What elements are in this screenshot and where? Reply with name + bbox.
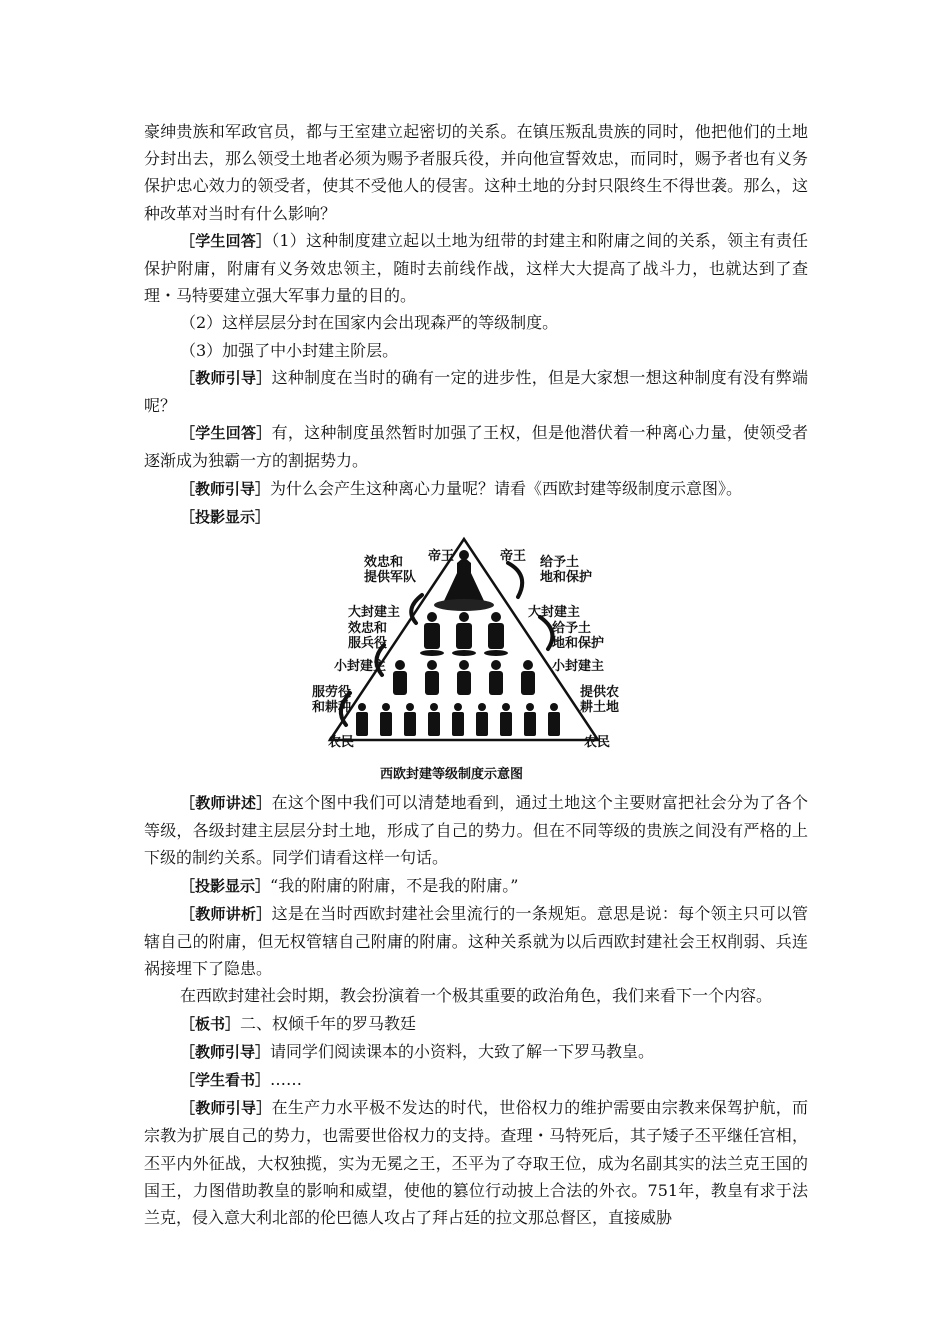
paragraph-text: 为什么会产生这种离心力量呢？请看《西欧封建等级制度示意图》。 bbox=[270, 478, 743, 498]
feudal-hierarchy-figure bbox=[144, 535, 808, 787]
paragraph bbox=[144, 1094, 808, 1231]
figure-caption: 西欧封建等级制度示意图 bbox=[380, 767, 524, 783]
paragraph bbox=[144, 900, 808, 983]
paragraph-text: 在西欧封建社会时期，教会扮演着一个极其重要的政治角色，我们来看下一个内容。 bbox=[180, 986, 773, 1006]
label-loyalty-army: 效忠和 提供军队 bbox=[364, 555, 417, 586]
paragraph-tag: ［学生看书］ bbox=[180, 1071, 271, 1090]
paragraph-tag: ［教师引导］ bbox=[180, 1099, 272, 1118]
label-land-protect-2: 给予土 地和保护 bbox=[552, 621, 605, 652]
paragraph-tag: ［教师引导］ bbox=[180, 479, 271, 498]
paragraph-tag: ［教师引导］ bbox=[180, 368, 272, 387]
label-king-right: 帝王 bbox=[500, 549, 527, 565]
label-small-lord-left: 小封建主 bbox=[334, 659, 387, 675]
paragraph-text: 在生产力水平极不发达的时代，世俗权力的维护需要由宗教来保驾护航，而宗教为扩展自己的势力，也需要世俗权力的支持。查理・马特死后，其子矮子丕平继任宫相，丕平内外征战，大权独揽，实为无冕之王，丕平为了夺取王位，成为名副其实的法兰克王国的国王，力图借助教皇的影响和威望，使他的篡位行动披上合法的外衣。751年，教皇有求于法兰克，侵入意大利北部的伦巴德人攻占了拜占廷的拉文那总督区，直接威胁 bbox=[144, 1098, 808, 1228]
peasant-figures bbox=[356, 703, 560, 736]
paragraph-text: （3）加强了中小封建主阶层。 bbox=[180, 340, 399, 360]
label-provide-land: 提供农 耕土地 bbox=[580, 685, 620, 716]
label-peasant-left: 农民 bbox=[328, 735, 355, 751]
paragraph bbox=[144, 872, 808, 900]
paragraph bbox=[144, 982, 808, 1009]
document-page bbox=[144, 118, 808, 1231]
paragraph-tag: ［教师讲析］ bbox=[180, 904, 272, 923]
big-lord-figures bbox=[420, 612, 508, 656]
paragraph-text: （2）这样层层分封在国家内会出现森严的等级制度。 bbox=[180, 313, 559, 333]
paragraph-tag: ［投影显示］ bbox=[180, 876, 271, 895]
paragraph-tag: ［投影显示］ bbox=[180, 507, 271, 526]
paragraph-text: 请同学们阅读课本的小资料，大致了解一下罗马教皇。 bbox=[270, 1041, 655, 1061]
paragraph-text: …… bbox=[270, 1070, 303, 1090]
paragraph bbox=[144, 475, 808, 503]
paragraph bbox=[144, 337, 808, 364]
paragraph-text: “我的附庸的附庸，不是我的附庸。” bbox=[270, 875, 519, 895]
text-block-2 bbox=[144, 789, 808, 1231]
paragraph bbox=[144, 419, 808, 474]
paragraph-text: （1）这种制度建立起以土地为纽带的封建主和附庸之间的关系，领主有责任保护附庸，附庸有义务效忠领主，随时去前线作战，这样大大提高了战斗力，也就达到了查理・马特要建立强大军事力量的目的。 bbox=[144, 230, 808, 306]
paragraph-text: 二、权倾千年的罗马教廷 bbox=[240, 1013, 417, 1033]
paragraph bbox=[144, 364, 808, 419]
paragraph-tag: ［学生回答］ bbox=[180, 424, 272, 443]
paragraph-text: 在这个图中我们可以清楚地看到，通过土地这个主要财富把社会分为了各个等级，各级封建主层层分封土地，形成了自己的势力。但在不同等级的贵族之间没有严格的上下级的制约关系。同学们请看这样一句话。 bbox=[144, 793, 808, 868]
paragraph bbox=[144, 503, 808, 531]
paragraph bbox=[144, 309, 808, 336]
label-king-left: 帝王 bbox=[428, 549, 455, 565]
paragraph bbox=[144, 1038, 808, 1066]
label-labor-farming: 服劳役 和耕种 bbox=[312, 685, 352, 716]
label-big-lord-left: 大封建主 bbox=[348, 605, 401, 621]
paragraph bbox=[144, 1010, 808, 1038]
paragraph bbox=[144, 227, 808, 310]
label-loyalty-service: 效忠和 服兵役 bbox=[348, 621, 388, 652]
paragraph-text: 这是在当时西欧封建社会里流行的一条规矩。意思是说：每个领主只可以管辖自己的附庸，但无权管辖自己附庸的附庸。这种关系就为以后西欧封建社会王权削弱、兵连祸接埋下了隐患。 bbox=[144, 903, 808, 979]
paragraph-tag: ［板书］ bbox=[180, 1014, 241, 1033]
small-lord-figures bbox=[393, 660, 535, 695]
paragraph-tag: ［学生回答］ bbox=[180, 231, 272, 250]
paragraph-tag: ［教师引导］ bbox=[180, 1042, 271, 1061]
label-small-lord-right: 小封建主 bbox=[552, 659, 605, 675]
label-peasant-right: 农民 bbox=[584, 735, 611, 751]
paragraph-tag: ［教师讲述］ bbox=[180, 794, 272, 813]
paragraph-text: 有，这种制度虽然暂时加强了王权，但是他潜伏着一种离心力量，使领受者逐渐成为独霸一方的割据势力。 bbox=[144, 423, 808, 471]
paragraph bbox=[144, 789, 808, 872]
paragraph bbox=[144, 118, 808, 227]
paragraph bbox=[144, 1066, 808, 1094]
text-block-1 bbox=[144, 118, 808, 531]
label-big-lord-right: 大封建主 bbox=[528, 605, 581, 621]
label-land-protect-1: 给予土 地和保护 bbox=[540, 555, 593, 586]
paragraph-text: 这种制度在当时的确有一定的进步性，但是大家想一想这种制度有没有弊端呢？ bbox=[144, 367, 808, 416]
paragraph-text: 豪绅贵族和军政官员，都与王室建立起密切的关系。在镇压叛乱贵族的同时，他把他们的土地分封出去，那么领受土地者必须为赐予者服兵役，并向他宣誓效忠，而同时，赐予者也有义务保护忠心效力的领受者，使其不受他人的侵害。这种土地的分封只限终生不得世袭。那么，这种改革对当时有什么影响？ bbox=[144, 122, 808, 223]
